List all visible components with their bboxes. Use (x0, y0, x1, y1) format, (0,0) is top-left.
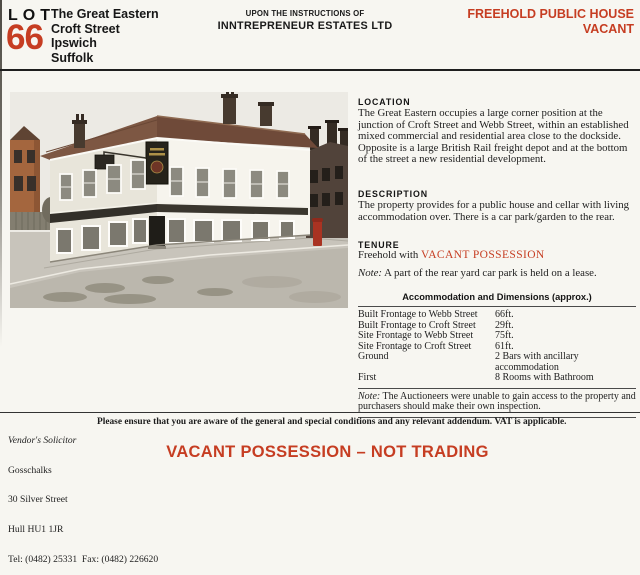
tenure-prefix: Freehold with (358, 249, 421, 261)
row-value: 75ft. (495, 330, 514, 341)
location-body: The Great Eastern occupies a large corner position at the junction of Croft Street and Webb Street, within an established mixed commercial and residential area close to the dockside. Opposite is a large British Rail freight depot and at the bottom of the street a new residential development. (358, 107, 629, 166)
address-line: Croft Street (51, 21, 120, 36)
row-value: 2 Bars with ancillary accommodation (495, 351, 579, 373)
table-row (358, 373, 636, 384)
instructions-line1: UPON THE INSTRUCTIONS OF (245, 9, 365, 18)
table-row (358, 331, 636, 342)
lot-number: 66 (6, 18, 43, 57)
description-heading: DESCRIPTION (358, 189, 429, 199)
solicitor-label: Vendor's Solicitor (8, 434, 77, 446)
status-line1: FREEHOLD PUBLIC HOUSE (467, 7, 634, 21)
solicitor-line: Gosschalks (8, 464, 52, 476)
tenure-note (358, 268, 636, 280)
note-text: A part of the rear yard car park is held on a lease. (382, 267, 597, 279)
conditions-notice: Please ensure that you are aware of the general and special conditions and any relevant addendum. VAT is applicable. (97, 417, 567, 427)
property-address (51, 7, 159, 65)
footer-divider (0, 412, 640, 413)
row-label: First (358, 372, 377, 383)
table-row (358, 352, 636, 373)
solicitor-line: Tel: (0482) 25331 Fax: (0482) 226620 (8, 553, 159, 565)
status-heading (467, 7, 634, 37)
location-heading: LOCATION (358, 97, 411, 107)
vacant-possession-highlight: VACANT POSSESSION (420, 249, 545, 261)
row-value: 61ft. (495, 340, 514, 352)
address-line: The Great Eastern (51, 7, 159, 21)
row-label: Site Frontage to Croft Street (358, 340, 472, 352)
tenure-body (358, 250, 636, 262)
table-row (358, 310, 636, 321)
note-label: Note: (358, 390, 381, 402)
table-rule-middle (358, 388, 636, 389)
table-note (358, 392, 636, 414)
red-pillar-box (312, 218, 323, 246)
solicitor-line: 30 Silver Street (8, 494, 68, 506)
description-body: The property provides for a public house and cellar with living accommodation over. There is a car park/garden to the rear. (358, 199, 630, 223)
tenure-heading: TENURE (358, 240, 400, 250)
lot-label: LOT (8, 7, 55, 24)
table-title: Accommodation and Dimensions (approx.) (402, 292, 592, 302)
row-label: Site Frontage to Webb Street (358, 330, 474, 341)
note-text: The Auctioneers were unable to gain access to the property and purchasers should make their own inspection. (358, 390, 636, 413)
instructions-line2: INNTREPRENEUR ESTATES LTD (217, 20, 393, 32)
table-rule-top (358, 306, 636, 307)
corner-door (149, 216, 165, 246)
row-label: Ground (358, 351, 389, 362)
status-line2: VACANT (582, 22, 634, 36)
photo-illustration (10, 92, 348, 308)
row-value: 8 Rooms with Bathroom (495, 372, 594, 383)
vendor-solicitor-block (8, 416, 158, 575)
address-line: Ipswich (51, 36, 97, 50)
instructions-block (170, 9, 440, 32)
status-banner: VACANT POSSESSION – NOT TRADING (166, 443, 489, 461)
note-label: Note: (358, 267, 382, 279)
property-photo (10, 92, 348, 308)
row-value: 29ft. (495, 319, 514, 331)
row-value: 66ft. (495, 309, 514, 320)
row-label: Built Frontage to Webb Street (358, 309, 478, 320)
row-label: Built Frontage to Croft Street (358, 319, 476, 331)
solicitor-line: Hull HU1 1JR (8, 523, 64, 535)
address-line: Suffolk (51, 50, 94, 65)
details-column (358, 93, 636, 413)
accommodation-table (358, 292, 636, 421)
header-divider (0, 69, 640, 71)
